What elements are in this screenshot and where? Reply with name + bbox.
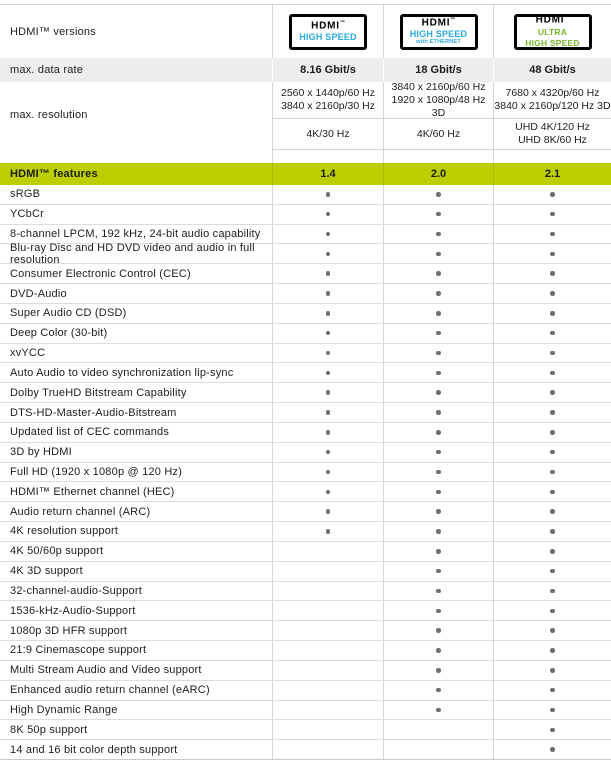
support-cell-1-4 (272, 185, 383, 204)
version-number: 2.0 (383, 163, 493, 185)
support-dot (326, 232, 331, 237)
support-cell-2-1 (493, 502, 611, 521)
support-cell-1-4 (272, 463, 383, 482)
support-dot (436, 648, 441, 653)
support-cell-1-4 (272, 542, 383, 561)
table-row (0, 241, 611, 266)
feature-label: 3D by HDMI (10, 446, 72, 459)
table-row (0, 701, 611, 721)
support-cell-2-0 (383, 244, 493, 263)
support-cell-2-1 (493, 482, 611, 501)
table-row (0, 383, 611, 403)
table-row (0, 403, 611, 423)
support-dot (550, 708, 555, 713)
support-cell-2-1 (493, 225, 611, 244)
support-dot (326, 331, 331, 336)
support-dot (550, 410, 555, 415)
support-cell-2-1 (493, 601, 611, 620)
support-dot (550, 311, 555, 316)
spacer-row (0, 150, 611, 163)
table-row (0, 502, 611, 522)
support-dot (436, 688, 441, 693)
table-row (0, 582, 611, 602)
support-dot (550, 470, 555, 475)
table-row (0, 363, 611, 383)
version-number: 1.4 (272, 163, 383, 185)
data-rate-value: 8.16 Gbit/s (272, 58, 383, 82)
support-cell-2-0 (383, 582, 493, 601)
support-cell-2-0 (383, 205, 493, 224)
support-cell-2-0 (383, 284, 493, 303)
support-cell-1-4 (272, 701, 383, 720)
feature-label: Super Audio CD (DSD) (10, 307, 127, 320)
hdmi-logo-text: HDMI (311, 20, 340, 32)
support-cell-1-4 (272, 740, 383, 759)
table-row (0, 284, 611, 304)
support-cell-2-1 (493, 423, 611, 442)
support-dot (436, 569, 441, 574)
support-dot (550, 490, 555, 495)
support-dot (550, 351, 555, 356)
support-dot (550, 430, 555, 435)
support-cell-2-0 (383, 502, 493, 521)
support-cell-1-4 (272, 324, 383, 343)
support-cell-1-4 (272, 284, 383, 303)
support-dot (550, 331, 555, 336)
table-row (0, 542, 611, 562)
resolution-line: UHD 8K/60 Hz (518, 134, 587, 146)
support-cell-1-4 (272, 601, 383, 620)
support-cell-1-4 (272, 641, 383, 660)
feature-label: Deep Color (30-bit) (10, 327, 108, 340)
support-dot (436, 371, 441, 376)
support-dot (550, 648, 555, 653)
support-dot (326, 351, 331, 356)
table-row (0, 443, 611, 463)
support-dot (436, 628, 441, 633)
hdmi-logo-icon (311, 21, 345, 31)
feature-label: sRGB (10, 188, 41, 201)
support-dot (436, 529, 441, 534)
support-cell-2-1 (493, 621, 611, 640)
support-dot (550, 569, 555, 574)
support-cell-1-4 (272, 304, 383, 323)
support-cell-1-4 (272, 522, 383, 541)
feature-label: 4K 50/60p support (10, 545, 104, 558)
hdmi-logo-icon (422, 18, 456, 28)
support-cell-2-0 (383, 720, 493, 739)
support-dot (326, 291, 331, 296)
support-cell-2-1 (493, 701, 611, 720)
support-dot (326, 271, 331, 276)
support-cell-2-0 (383, 344, 493, 363)
feature-label: Auto Audio to video synchronization lip-sync (10, 366, 234, 379)
resolution-line: 3840 x 2160p/60 Hz (391, 80, 486, 93)
support-dot (436, 708, 441, 713)
feature-label: 21:9 Cinemascope support (10, 644, 147, 657)
support-dot (436, 252, 441, 257)
support-dot (326, 509, 331, 514)
support-dot (550, 271, 555, 276)
support-dot (326, 470, 331, 475)
support-cell-2-0 (383, 641, 493, 660)
table-row (0, 205, 611, 225)
support-cell-1-4 (272, 661, 383, 680)
support-dot (550, 371, 555, 376)
resolution-row (0, 82, 611, 150)
support-dot (326, 450, 331, 455)
support-dot (436, 430, 441, 435)
support-cell-2-0 (383, 740, 493, 759)
support-cell-2-1 (493, 383, 611, 402)
feature-label: Dolby TrueHD Bitstream Capability (10, 386, 187, 399)
support-cell-2-1 (493, 720, 611, 739)
table-row (0, 463, 611, 483)
resolution-primary-row (272, 82, 611, 119)
feature-label: 4K resolution support (10, 525, 119, 538)
resolution-line: 7680 x 4320p/60 Hz (505, 87, 600, 99)
resolution-line: 4K/60 Hz (416, 127, 461, 140)
table-row (0, 522, 611, 542)
support-dot (326, 529, 331, 534)
hdmi-logo-text: HDMI (421, 16, 451, 28)
table-row (0, 601, 611, 621)
feature-label: YCbCr (10, 208, 45, 221)
support-cell-1-4 (272, 344, 383, 363)
support-cell-1-4 (272, 264, 383, 283)
support-dot (436, 509, 441, 514)
badge-cell-hdmi-2-1 (493, 5, 611, 58)
table-row (0, 264, 611, 284)
support-cell-2-0 (383, 304, 493, 323)
feature-label: DTS-HD-Master-Audio-Bitstream (10, 406, 177, 419)
support-dot (550, 390, 555, 395)
support-cell-2-0 (383, 621, 493, 640)
support-dot (436, 192, 441, 197)
table-row (0, 185, 611, 205)
versions-label: HDMI™ versions (10, 25, 96, 38)
support-dot (436, 311, 441, 316)
resolution-value (383, 82, 493, 118)
badge-speed-label: HIGH SPEED (525, 37, 580, 48)
support-dot (436, 410, 441, 415)
features-header-row (0, 163, 611, 185)
badge-cell-hdmi-1-4 (272, 5, 383, 58)
support-cell-2-1 (493, 324, 611, 343)
table-row (0, 344, 611, 364)
support-cell-1-4 (272, 443, 383, 462)
support-dot (326, 390, 331, 395)
badge-ultra-label: ULTRA (537, 26, 568, 37)
table-row (0, 621, 611, 641)
support-dot (436, 232, 441, 237)
resolution-line: 3840 x 2160p/30 Hz (281, 100, 375, 112)
version-number: 2.1 (493, 163, 611, 185)
support-cell-2-0 (383, 403, 493, 422)
support-cell-1-4 (272, 562, 383, 581)
support-dot (436, 271, 441, 276)
support-dot (326, 430, 331, 435)
feature-label: HDMI™ Ethernet channel (HEC) (10, 485, 175, 498)
feature-label: 1536-kHz-Audio-Support (10, 604, 136, 617)
support-dot (436, 291, 441, 296)
table-row (0, 720, 611, 740)
support-dot (436, 212, 441, 217)
support-cell-2-1 (493, 542, 611, 561)
hdmi-logo-icon (536, 15, 570, 25)
support-cell-2-0 (383, 681, 493, 700)
versions-row (0, 4, 611, 58)
feature-label: 8-channel LPCM, 192 kHz, 24-bit audio capability (10, 228, 261, 241)
support-cell-1-4 (272, 621, 383, 640)
support-dot (550, 628, 555, 633)
support-dot (550, 589, 555, 594)
hdmi-high-speed-badge (289, 14, 367, 50)
support-cell-2-1 (493, 681, 611, 700)
support-dot (436, 490, 441, 495)
feature-label: 4K 3D support (10, 565, 83, 578)
support-cell-1-4 (272, 225, 383, 244)
support-cell-1-4 (272, 403, 383, 422)
data-rate-label: max. data rate (10, 64, 84, 76)
trademark-mark: ™ (339, 19, 345, 26)
badge-speed-label: HIGH SPEED (299, 32, 357, 43)
support-dot (326, 410, 331, 415)
support-cell-2-0 (383, 701, 493, 720)
trademark-mark: ™ (450, 16, 456, 23)
support-dot (326, 490, 331, 495)
support-cell-1-4 (272, 681, 383, 700)
feature-label: Blu-ray Disc and HD DVD video and audio in full resolution (10, 241, 255, 266)
support-dot (436, 470, 441, 475)
feature-label: Consumer Electronic Control (CEC) (10, 267, 191, 280)
support-dot (550, 609, 555, 614)
feature-label: Enhanced audio return channel (eARC) (10, 684, 210, 697)
support-dot (436, 589, 441, 594)
support-cell-2-1 (493, 304, 611, 323)
support-cell-2-1 (493, 185, 611, 204)
support-cell-2-0 (383, 542, 493, 561)
features-header-label: HDMI™ features (10, 168, 98, 180)
hdmi-high-speed-ethernet-badge (400, 14, 478, 50)
support-cell-1-4 (272, 720, 383, 739)
table-row (0, 482, 611, 502)
support-dot (326, 192, 331, 197)
support-cell-2-0 (383, 264, 493, 283)
support-dot (436, 450, 441, 455)
resolution-value (272, 119, 383, 149)
feature-label: 32-channel-audio-Support (10, 584, 142, 597)
table-row (0, 681, 611, 701)
support-dot (436, 668, 441, 673)
support-dot (436, 549, 441, 554)
support-cell-1-4 (272, 383, 383, 402)
support-dot (326, 252, 331, 257)
table-row (0, 641, 611, 661)
support-cell-1-4 (272, 582, 383, 601)
support-cell-2-1 (493, 661, 611, 680)
features-body (0, 185, 611, 760)
support-dot (550, 212, 555, 217)
support-cell-2-0 (383, 463, 493, 482)
support-dot (550, 529, 555, 534)
hdmi-logo-text: HDMI (535, 14, 565, 26)
support-dot (436, 609, 441, 614)
support-cell-1-4 (272, 502, 383, 521)
support-cell-2-1 (493, 463, 611, 482)
support-dot (550, 450, 555, 455)
resolution-value (493, 82, 611, 118)
support-dot (436, 390, 441, 395)
support-cell-2-1 (493, 562, 611, 581)
feature-label: 14 and 16 bit color depth support (10, 743, 178, 756)
resolution-line: 1920 x 1080p/48 Hz 3D (391, 93, 486, 119)
feature-label: Audio return channel (ARC) (10, 505, 151, 518)
support-cell-2-1 (493, 284, 611, 303)
support-cell-2-0 (383, 383, 493, 402)
support-cell-2-1 (493, 443, 611, 462)
support-dot (326, 212, 331, 217)
support-dot (550, 549, 555, 554)
hdmi-ultra-high-speed-badge (514, 14, 592, 50)
feature-label: Multi Stream Audio and Video support (10, 664, 202, 677)
support-cell-2-0 (383, 562, 493, 581)
support-cell-2-0 (383, 423, 493, 442)
support-cell-2-0 (383, 522, 493, 541)
support-cell-2-0 (383, 324, 493, 343)
trademark-mark: ™ (564, 14, 570, 21)
table-row (0, 304, 611, 324)
support-cell-2-0 (383, 363, 493, 382)
feature-label: Updated list of CEC commands (10, 426, 170, 439)
support-cell-2-1 (493, 244, 611, 263)
support-dot (436, 351, 441, 356)
support-cell-2-1 (493, 363, 611, 382)
data-rate-value: 18 Gbit/s (383, 58, 493, 82)
table-row (0, 324, 611, 344)
support-dot (550, 747, 555, 752)
feature-label: Full HD (1920 x 1080p @ 120 Hz) (10, 466, 183, 478)
badge-cell-hdmi-2-0 (383, 5, 493, 58)
table-row (0, 740, 611, 760)
support-dot (550, 688, 555, 693)
support-dot (550, 509, 555, 514)
feature-label: 1080p 3D HFR support (10, 624, 128, 637)
feature-label: 8K 50p support (10, 723, 88, 736)
support-cell-2-1 (493, 740, 611, 759)
badge-speed-label: HIGH SPEED (409, 28, 468, 39)
resolution-line: UHD 4K/120 Hz (515, 121, 590, 133)
support-cell-2-0 (383, 185, 493, 204)
support-cell-2-1 (493, 582, 611, 601)
support-cell-2-0 (383, 225, 493, 244)
resolution-secondary-row (272, 119, 611, 150)
support-dot (550, 192, 555, 197)
support-dot (550, 291, 555, 296)
resolution-label: max. resolution (10, 109, 88, 121)
resolution-line: 3840 x 2160p/120 Hz 3D (494, 100, 611, 112)
badge-ethernet-label: with ETHERNET (416, 38, 461, 45)
resolution-value (272, 82, 383, 118)
data-rate-value: 48 Gbit/s (493, 58, 611, 82)
support-cell-1-4 (272, 482, 383, 501)
support-cell-1-4 (272, 205, 383, 224)
feature-label: DVD-Audio (10, 287, 67, 300)
table-row (0, 562, 611, 582)
support-cell-2-0 (383, 601, 493, 620)
support-cell-2-0 (383, 482, 493, 501)
support-cell-2-1 (493, 264, 611, 283)
resolution-value (383, 119, 493, 149)
support-dot (326, 311, 331, 316)
support-dot (550, 232, 555, 237)
feature-label: xvYCC (10, 347, 46, 360)
table-row (0, 423, 611, 443)
support-cell-2-1 (493, 403, 611, 422)
resolution-value (493, 119, 611, 149)
support-dot (436, 331, 441, 336)
support-cell-2-0 (383, 661, 493, 680)
support-cell-2-1 (493, 522, 611, 541)
support-cell-2-1 (493, 344, 611, 363)
support-dot (550, 252, 555, 257)
support-cell-1-4 (272, 423, 383, 442)
support-cell-2-1 (493, 205, 611, 224)
support-cell-1-4 (272, 244, 383, 263)
support-cell-2-0 (383, 443, 493, 462)
data-rate-row (0, 58, 611, 82)
support-dot (550, 668, 555, 673)
resolution-line: 4K/30 Hz (306, 127, 350, 140)
support-dot (550, 728, 555, 733)
resolution-line: 2560 x 1440p/60 Hz (281, 87, 375, 99)
support-dot (326, 371, 331, 376)
support-cell-1-4 (272, 363, 383, 382)
feature-label: High Dynamic Range (10, 703, 118, 716)
table-row (0, 661, 611, 681)
support-cell-2-1 (493, 641, 611, 660)
